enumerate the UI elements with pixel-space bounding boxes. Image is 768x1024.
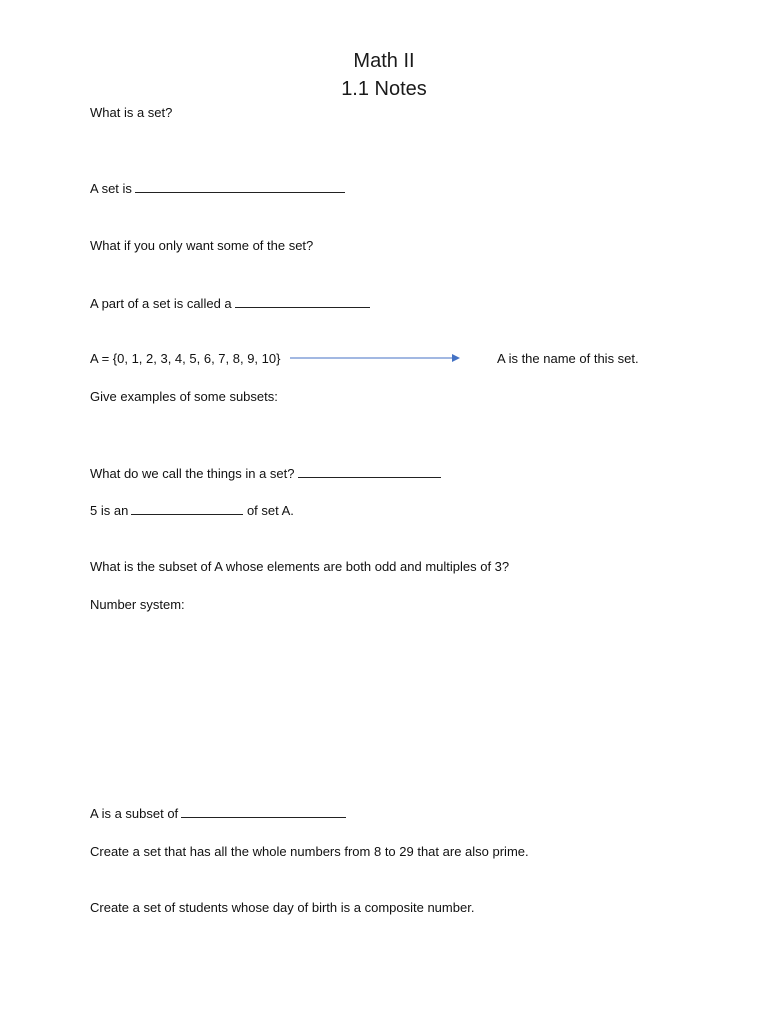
question-odd-multiples: What is the subset of A whose elements are both odd and multiples of 3?: [90, 559, 510, 574]
question-subset-of: [90, 805, 346, 822]
page-subtitle: 1.1 Notes: [341, 78, 427, 100]
question-composite-birthdays: Create a set of students whose day of birth is a composite number.: [90, 900, 475, 915]
question-element-prefix: 5 is an: [90, 503, 129, 518]
question-subset-examples: Give examples of some subsets:: [90, 389, 278, 404]
answer-blank[interactable]: [235, 295, 370, 308]
question-element-of-set: [90, 502, 294, 519]
question-some-of-set: What if you only want some of the set?: [90, 238, 314, 253]
arrow-right-icon: [290, 352, 460, 364]
page-title: Math II: [353, 50, 415, 72]
set-a-name-note: A is the name of this set.: [497, 351, 639, 366]
question-part-of-set-text: A part of a set is called a: [90, 296, 232, 311]
question-part-of-set: [90, 295, 370, 312]
answer-blank[interactable]: [135, 180, 345, 193]
question-things-in-set: [90, 465, 441, 482]
answer-blank[interactable]: [181, 805, 346, 818]
question-set-definition-text: A set is: [90, 181, 132, 196]
question-things-in-set-text: What do we call the things in a set?: [90, 466, 295, 481]
question-element-suffix: of set A.: [246, 503, 294, 518]
question-subset-of-text: A is a subset of: [90, 806, 179, 821]
question-prime-numbers: Create a set that has all the whole numbers from 8 to 29 that are also prime.: [90, 844, 529, 859]
question-number-system: Number system:: [90, 597, 185, 612]
answer-blank[interactable]: [298, 465, 441, 478]
question-what-is-set: What is a set?: [90, 105, 173, 120]
set-a-definition: A = {0, 1, 2, 3, 4, 5, 6, 7, 8, 9, 10}: [90, 351, 281, 366]
question-set-definition: [90, 180, 345, 197]
answer-blank[interactable]: [131, 502, 243, 515]
